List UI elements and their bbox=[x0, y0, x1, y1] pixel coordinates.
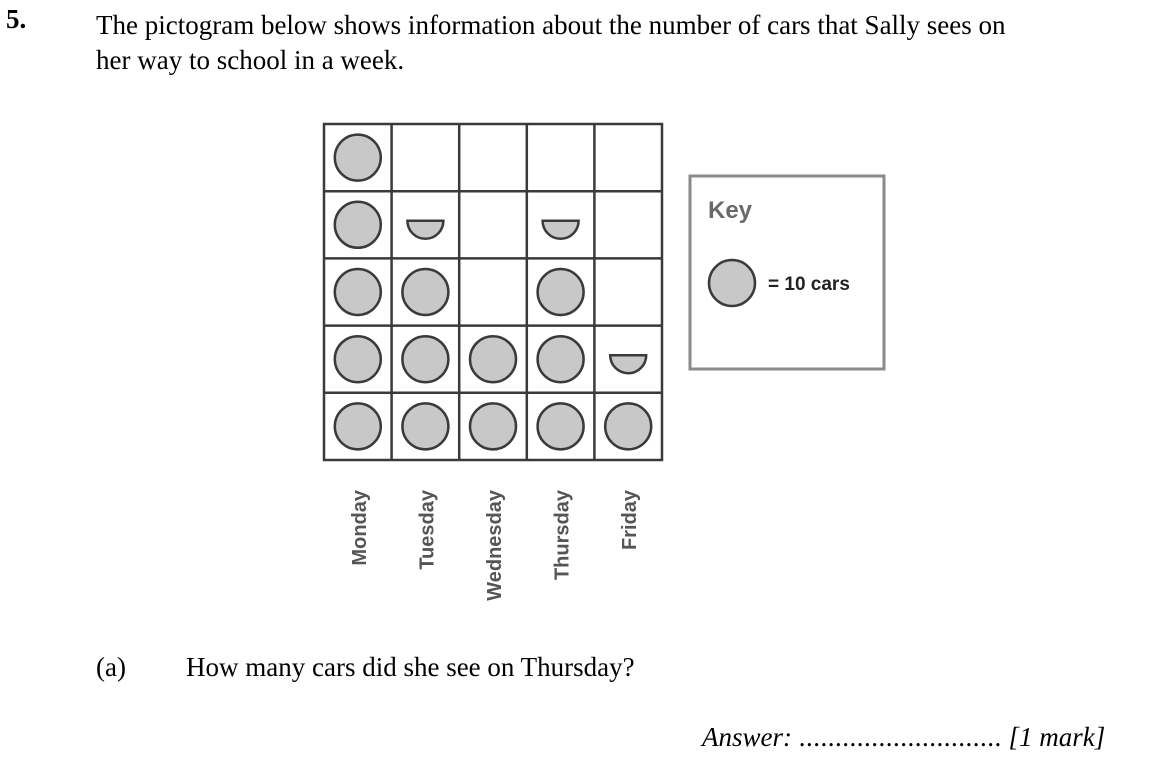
car-symbol-monday bbox=[335, 269, 381, 315]
car-symbol-thursday bbox=[538, 269, 584, 315]
car-symbol-thursday bbox=[538, 336, 584, 382]
car-symbol-monday bbox=[335, 336, 381, 382]
category-label-thursday: Thursday bbox=[551, 490, 574, 581]
half-car-symbol-thursday bbox=[543, 221, 579, 239]
car-symbol-tuesday bbox=[402, 403, 448, 449]
answer-label: Answer: bbox=[702, 722, 792, 752]
question-number: 5. bbox=[6, 4, 27, 34]
car-symbol-monday bbox=[335, 135, 381, 181]
stem-line-1: The pictogram below shows information about the number of cars that Sally sees on bbox=[96, 10, 1006, 40]
half-car-symbol-tuesday bbox=[407, 221, 443, 239]
stem-line-2: her way to school in a week. bbox=[96, 45, 405, 75]
car-symbol-wednesday bbox=[470, 336, 516, 382]
car-symbol-monday bbox=[335, 403, 381, 449]
key-label: = 10 cars bbox=[768, 274, 850, 295]
marks-label: [1 mark] bbox=[1008, 722, 1106, 752]
category-label-monday: Monday bbox=[348, 490, 371, 566]
key-symbol bbox=[709, 260, 755, 306]
car-symbol-friday bbox=[605, 403, 651, 449]
category-label-friday: Friday bbox=[619, 490, 642, 551]
car-symbol-monday bbox=[335, 202, 381, 248]
car-symbol-tuesday bbox=[402, 269, 448, 315]
car-symbol-tuesday bbox=[402, 336, 448, 382]
category-label-tuesday: Tuesday bbox=[416, 490, 439, 570]
answer-line bbox=[702, 722, 1105, 753]
part-a-question: How many cars did she see on Thursday? bbox=[186, 652, 635, 682]
half-car-symbol-friday bbox=[610, 355, 646, 373]
car-symbol-thursday bbox=[538, 403, 584, 449]
key-title: Key bbox=[708, 197, 753, 224]
part-a-label: (a) bbox=[96, 652, 126, 682]
answer-dots: ............................ bbox=[798, 722, 1002, 752]
category-label-wednesday: Wednesday bbox=[484, 490, 506, 601]
car-symbol-wednesday bbox=[470, 403, 516, 449]
